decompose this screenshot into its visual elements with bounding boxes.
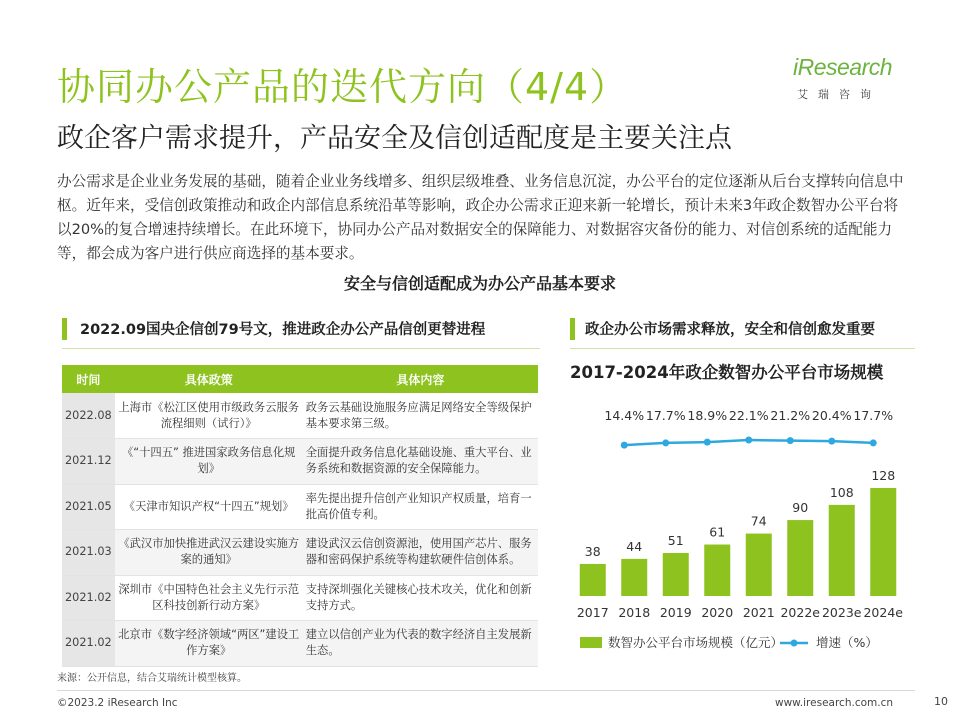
bar-2024e [870,488,896,596]
row-policy: 深圳市《中国特色社会主义先行示范区科技创新行动方案》 [115,575,303,621]
left-section-marker [62,318,67,340]
growth-point-2 [704,439,711,446]
x-tick-2020: 2020 [701,605,734,620]
growth-point-1 [662,439,669,446]
header-date: 时间 [62,365,115,393]
row-content: 支持深圳强化关键核心技术攻关，优化和创新支持方式。 [303,575,538,621]
bar-label-2020: 61 [709,524,726,540]
growth-point-5 [828,438,835,445]
bar-2023e [829,505,855,596]
page-number: 10 [934,695,948,708]
row-content: 全面提升政务信息化基础设施、重大平台、业务系统和数据资源的安全保障能力。 [303,439,538,485]
table-row [62,621,538,667]
bar-label-2024e: 128 [871,468,896,483]
bar-2019 [663,553,689,596]
growth-label-5: 20.4% [811,408,852,423]
growth-label-6: 17.7% [853,408,894,423]
bar-label-2017: 38 [584,543,601,559]
source-note: 来源：公开信息，结合艾瑞统计模型核算。 [57,673,247,684]
row-date: 2021.02 [62,575,115,621]
x-tick-2021: 2021 [742,605,775,620]
bar-2021 [746,534,772,596]
header-content: 具体内容 [303,365,538,393]
table-row [62,484,538,530]
bar-label-2019: 51 [667,532,684,548]
x-tick-2024e: 2024e [863,605,904,620]
center-heading: 安全与信创适配成为办公产品基本要求 [343,274,616,293]
legend-bar-label: 数智办公平台市场规模（亿元） [608,635,784,650]
right-section-marker [570,318,575,340]
row-content: 建设武汉云信创资源池，使用国产芯片、服务器和密码保护系统等构建软硬件信创体系。 [303,530,538,576]
x-tick-2022e: 2022e [780,605,821,620]
row-policy: 《“十四五” 推进国家政务信息化规划》 [115,439,303,485]
row-date: 2022.08 [62,393,115,439]
right-section-title: 政企办公市场需求释放，安全和信创愈发重要 [585,322,875,338]
footer-copyright: ©2023.2 iResearch Inc [57,697,178,709]
row-policy: 上海市《松江区使用市级政务云服务流程细则（试行）》 [115,393,303,439]
growth-label-3: 22.1% [728,408,769,423]
growth-point-6 [870,439,877,446]
bar-label-2022e: 90 [792,500,809,516]
chart-title: 2017-2024年政企数智办公平台市场规模 [570,363,884,382]
right-section-divider [570,348,915,349]
growth-label-2: 18.9% [687,408,728,423]
bar-2022e [787,520,813,596]
x-tick-2017: 2017 [576,605,609,620]
row-content: 率先提出提升信创产业知识产权质量，培育一批高价值专利。 [303,484,538,530]
footer-website: www.iresearch.com.cn [775,697,894,709]
iresearch-logo [793,50,913,106]
bar-label-2023e: 108 [829,484,854,500]
row-date: 2021.02 [62,621,115,667]
growth-label-4: 21.2% [770,408,811,423]
table-row [62,439,538,485]
footer-divider [57,690,915,691]
row-date: 2021.05 [62,484,115,530]
bar-2020 [704,545,730,596]
table-row [62,575,538,621]
table-header-row [62,365,538,393]
bar-label-2018: 44 [626,538,643,554]
policy-table [62,365,538,667]
growth-label-1: 17.7% [645,408,686,423]
x-tick-2019: 2019 [659,605,692,620]
row-date: 2021.12 [62,439,115,485]
growth-point-0 [621,442,628,449]
table-row [62,393,538,439]
row-policy: 《天津市知识产权“十四五”规划》 [115,484,303,530]
row-content: 政务云基础设施服务应满足网络安全等级保护基本要求第三级。 [303,393,538,439]
market-size-chart [560,390,920,665]
row-policy: 北京市《数字经济领域“两区”建设工作方案》 [115,621,303,667]
legend-bar-swatch [580,637,602,648]
legend-line-label: 增速（%） [816,635,878,650]
legend-line-dot [791,640,798,647]
row-date: 2021.03 [62,530,115,576]
bar-2017 [580,564,606,596]
page-title: 协同办公产品的迭代方向（4/4） [57,65,629,109]
table-row [62,530,538,576]
logo-word: iResearch [793,54,893,80]
header-policy: 具体政策 [115,365,303,393]
growth-point-3 [745,437,752,444]
row-policy: 《武汉市加快推进武汉云建设实施方案的通知》 [115,530,303,576]
growth-label-0: 14.4% [604,408,645,423]
intro-paragraph: 办公需求是企业业务发展的基础，随着企业业务线增多、组织层级堆叠、业务信息沉淀，办公平台的定位逐渐从后台支撑转向信息中枢。近年来，受信创政策推动和政企内部信息系统沿革等影响，政企办公需求正迎来新一轮增长，预计未来3年政企数智办公平台将以20%的复合增速持续增长。在此环境下，协同办公产品对数据安全的保障能力、对数据容灾备份的能力、对信创系统的适配能力等，都会成为客户进行供应商选择的基本要求。 [57,173,904,262]
x-tick-2023e: 2023e [821,605,862,620]
x-tick-2018: 2018 [618,605,651,620]
bar-2018 [621,559,647,596]
left-section-title: 2022.09国央企信创79号文，推进政企办公产品信创更替进程 [80,322,486,338]
bar-label-2021: 74 [750,513,767,529]
left-section-divider [62,348,540,349]
row-content: 建立以信创产业为代表的数字经济自主发展新生态。 [303,621,538,667]
logo-subtitle: 艾瑞咨询 [797,88,881,101]
page-subtitle: 政企客户需求提升，产品安全及信创适配度是主要关注点 [57,123,732,154]
growth-point-4 [787,437,794,444]
